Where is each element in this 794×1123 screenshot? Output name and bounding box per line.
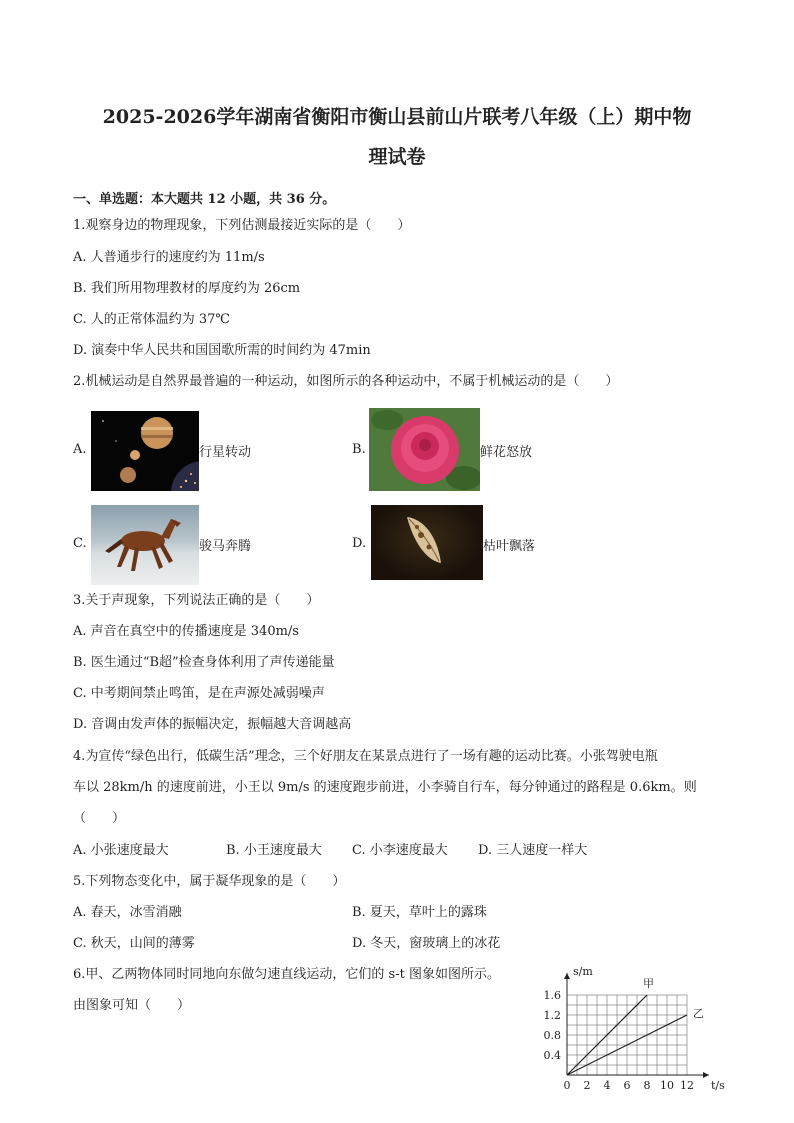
x-tick-label: 12 xyxy=(680,1079,694,1092)
q5-option-b: B. 夏天，草叶上的露珠 xyxy=(352,905,487,920)
leaf-image xyxy=(371,505,483,580)
s-t-graph xyxy=(530,960,730,1100)
title-line-2: 理试卷 xyxy=(368,146,426,168)
q4-option-b: B. 小王速度最大 xyxy=(226,843,322,858)
q5-option-a: A. 春天，冰雪消融 xyxy=(73,905,182,920)
x-tick-label: 8 xyxy=(643,1079,651,1092)
x-tick-label: 2 xyxy=(583,1079,591,1092)
q1-stem: 1.观察身边的物理现象，下列估测最接近实际的是（ ） xyxy=(73,218,411,233)
horse-image xyxy=(91,505,199,585)
q3-option-d: D. 音调由发声体的振幅决定，振幅越大音调越高 xyxy=(73,717,352,732)
q2-option-b-label: B. xyxy=(352,442,366,457)
jupiter xyxy=(141,417,173,449)
q5-stem: 5.下列物态变化中，属于凝华现象的是（ ） xyxy=(73,874,346,889)
q2-option-b-caption: 鲜花怒放 xyxy=(480,445,533,460)
q5-option-c: C. 秋天，山间的薄雾 xyxy=(73,936,195,951)
x-tick-label: 10 xyxy=(660,1079,674,1092)
q2-option-d-label: D. xyxy=(352,536,367,551)
q4-option-c: C. 小李速度最大 xyxy=(352,843,448,858)
planet-small xyxy=(130,450,140,460)
y-tick-label: 1.6 xyxy=(543,989,561,1002)
y-tick-label: 1.2 xyxy=(543,1009,561,1022)
x-tick-label: 4 xyxy=(603,1079,611,1092)
q4-option-a: A. 小张速度最大 xyxy=(73,843,169,858)
q3-option-c: C. 中考期间禁止鸣笛，是在声源处减弱噪声 xyxy=(73,686,325,701)
q4-stem-line-3: （ ） xyxy=(73,811,126,826)
q2-option-d-caption: 枯叶飘落 xyxy=(483,539,536,554)
y-axis-arrow xyxy=(564,973,570,979)
x-tick-label: 0 xyxy=(563,1079,571,1092)
q5-option-d: D. 冬天，窗玻璃上的冰花 xyxy=(352,936,501,951)
q4-stem-line-1: 4.为宣传“绿色出行，低碳生活”理念，三个好朋友在某景点进行了一场有趣的运动比赛。小张驾驶电瓶 xyxy=(73,749,658,764)
q4-option-d: D. 三人速度一样大 xyxy=(478,843,588,858)
y-tick-label: 0.4 xyxy=(543,1049,561,1062)
q6-stem-line-2: 由图象可知（ ） xyxy=(73,998,191,1013)
leaf-illustration xyxy=(371,505,483,580)
q1-option-b: B. 我们所用物理教材的厚度约为 26cm xyxy=(73,281,301,296)
rose-illustration xyxy=(369,408,480,491)
q2-stem: 2.机械运动是自然界最普遍的一种运动，如图所示的各种运动中，不属于机械运动的是（ ） xyxy=(73,374,619,389)
series-label-yi: 乙 xyxy=(693,1007,704,1020)
q1-option-d: D. 演奏中华人民共和国国歌所需的时间约为 47min xyxy=(73,343,371,358)
q3-option-a: A. 声音在真空中的传播速度是 340m/s xyxy=(73,624,299,639)
planets-illustration xyxy=(91,411,199,491)
q2-option-a-caption: 行星转动 xyxy=(199,445,252,460)
q4-stem-line-2: 车以 28km/h 的速度前进，小王以 9m/s 的速度跑步前进，小李骑自行车，每分钟通过的路程是 0.6km。则 xyxy=(73,780,697,795)
x-tick-label: 6 xyxy=(623,1079,631,1092)
horse-illustration xyxy=(91,505,199,585)
y-axis-label: s/m xyxy=(573,965,593,978)
planets-image xyxy=(91,411,199,491)
q1-option-c: C. 人的正常体温约为 37℃ xyxy=(73,312,230,327)
q6-stem-line-1: 6.甲、乙两物体同时同地向东做匀速直线运动，它们的 s-t 图象如图所示。 xyxy=(73,967,500,982)
y-tick-label: 0.8 xyxy=(543,1029,561,1042)
x-axis-arrow xyxy=(703,1072,709,1078)
q3-stem: 3.关于声现象，下列说法正确的是（ ） xyxy=(73,593,320,608)
q1-option-a: A. 人普通步行的速度约为 11m/s xyxy=(73,250,265,265)
q2-option-c-caption: 骏马奔腾 xyxy=(199,539,252,554)
planet-large xyxy=(171,461,199,491)
x-axis-label: t/s xyxy=(711,1079,725,1092)
q2-option-c-label: C. xyxy=(73,536,87,551)
planet-medium xyxy=(120,467,136,483)
q2-option-a-label: A. xyxy=(73,442,87,457)
q3-option-b: B. 医生通过“B超”检查身体利用了声传递能量 xyxy=(73,655,335,670)
rose-image xyxy=(369,408,480,491)
series-label-jia: 甲 xyxy=(643,977,654,990)
section-heading: 一、单选题：本大题共 12 小题，共 36 分。 xyxy=(73,192,336,207)
title-line-1: 2025-2026学年湖南省衡阳市衡山县前山片联考八年级（上）期中物 xyxy=(102,106,692,128)
